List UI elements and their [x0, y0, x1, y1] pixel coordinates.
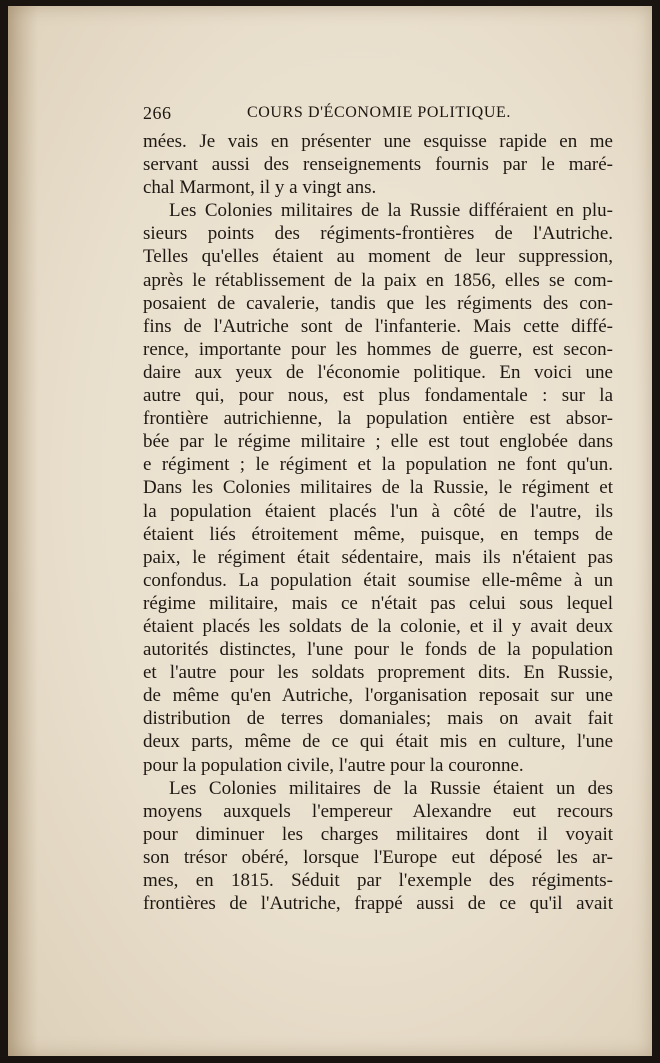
paragraph — [143, 199, 613, 776]
text-line: moyens auxquels l'empereur Alexandre eut recours — [143, 800, 613, 822]
text-line: régime militaire, mais ce n'était pas celui sous lequel — [143, 592, 613, 614]
text-line: étaient placés les soldats de la colonie, et il y avait deux — [143, 615, 613, 637]
text-line: sieurs points des régiments-frontières de l'Autriche. — [143, 223, 613, 245]
text-line: bée par le régime militaire ; elle est tout englobée dans — [143, 431, 613, 453]
text-line: étaient liés étroitement même, puisque, en temps de — [143, 523, 613, 545]
text-line: e régiment ; le régiment et la population ne font qu'un. — [143, 454, 613, 476]
text-line: deux parts, même de ce qui était mis en culture, l'une — [143, 731, 613, 753]
running-title: COURS D'ÉCONOMIE POLITIQUE. — [247, 104, 511, 121]
text-line: paix, le régiment était sédentaire, mais ils n'étaient pas — [143, 546, 613, 568]
text-line: mes, en 1815. Séduit par l'exemple des régiments- — [143, 870, 613, 891]
text-line: autorités distinctes, l'une pour le fonds de la population — [143, 639, 613, 661]
text-line: pour la population civile, l'autre pour la couronne. — [143, 754, 524, 776]
text-line: et l'autre pour les soldats proprement dits. En Russie, — [143, 662, 613, 684]
text-line: son trésor obéré, lorsque l'Europe eut déposé les ar- — [143, 846, 613, 868]
text-line: confondus. La population était soumise elle-même à un — [143, 569, 613, 591]
text-line: distribution de terres domaniales; mais on avait fait — [143, 708, 613, 730]
text-line: après le rétablissement de la paix en 1856, elles se com- — [143, 269, 613, 291]
paragraph — [143, 130, 613, 199]
text-line: frontière autrichienne, la population entière est absor- — [143, 408, 613, 430]
text-line: pour diminuer les charges militaires dont il voyait — [143, 823, 613, 845]
text-line: Les Colonies militaires de la Russie différaient en plu- — [169, 200, 613, 222]
text-line: rence, importante pour les hommes de guerre, est secon- — [143, 338, 613, 360]
paragraph — [143, 777, 613, 916]
text-line: posaient de cavalerie, tandis que les régiments des con- — [143, 292, 613, 314]
text-line: Les Colonies militaires de la Russie étaient un des — [169, 777, 613, 799]
text-line: de même qu'en Autriche, l'organisation reposait sur une — [143, 685, 613, 707]
book-page — [8, 6, 652, 1056]
text-line: Telles qu'elles étaient au moment de leur suppression, — [143, 246, 613, 268]
page-header — [143, 103, 613, 127]
text-line: daire aux yeux de l'économie politique. En voici une — [143, 361, 613, 383]
text-line: frontières de l'Autriche, frappé aussi de ce qu'il avait — [143, 893, 613, 915]
text-line: mées. Je vais en présenter une esquisse rapide en me — [143, 131, 613, 152]
page-number: 266 — [143, 103, 172, 123]
text-line: servant aussi des renseignements fournis par le maré- — [143, 154, 613, 176]
body-text — [143, 130, 613, 915]
text-line: fins de l'Autriche sont de l'infanterie. Mais cette diffé- — [143, 315, 613, 337]
text-line: la population étaient placés l'un à côté de l'autre, ils — [143, 500, 613, 522]
text-line: Dans les Colonies militaires de la Russie, le régiment et — [143, 477, 613, 499]
text-line: chal Marmont, il y a vingt ans. — [143, 177, 377, 199]
text-line: autre qui, pour nous, est plus fondamentale : sur la — [143, 385, 613, 407]
